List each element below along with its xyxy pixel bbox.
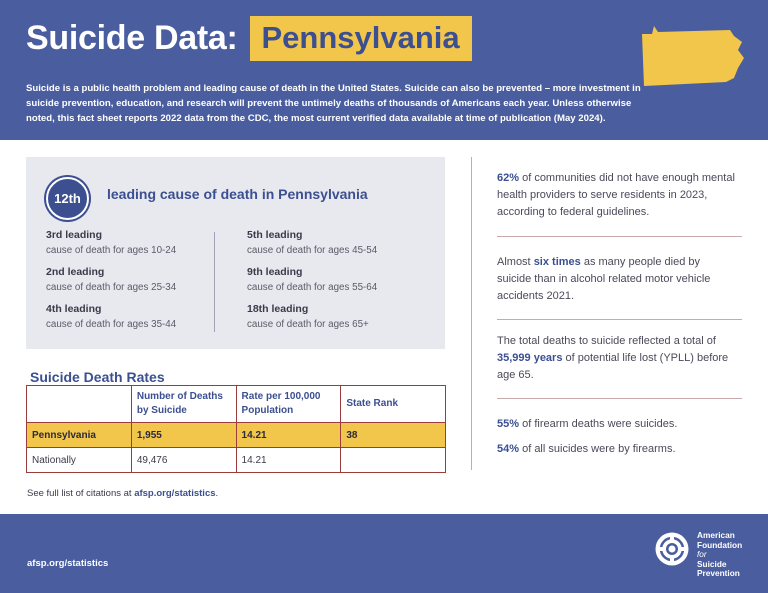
fact-text: Almost <box>497 256 534 268</box>
rank-item <box>46 303 176 332</box>
rates-table <box>26 385 446 473</box>
fact-divider <box>497 319 742 320</box>
rank-item <box>247 303 369 332</box>
fact-text: of all suicides were by firearms. <box>519 443 676 455</box>
rank-item-label: 18th leading <box>247 303 309 315</box>
fact-item <box>497 254 737 305</box>
fact-item <box>497 170 737 221</box>
rank-divider <box>214 232 215 332</box>
table-row-pennsylvania <box>27 423 446 448</box>
intro-paragraph: Suicide is a public health problem and leading cause of death in the United States. Suicide can also be prevented – more investment in suicide prevention, education, and research will prevent the untimely deaths of thousands of Americans each year. Unless otherwise noted, this fact sheet reports 2022 data from the CDC, the most current verified data available at time of publication (May 2024). <box>26 83 641 124</box>
rank-item-label: 3rd leading <box>46 229 103 241</box>
fact-highlight: 35,999 years <box>497 352 563 364</box>
table-cell: 1,955 <box>131 423 236 448</box>
rank-item-desc: cause of death for ages 10-24 <box>46 245 177 256</box>
logo-line: Prevention <box>697 568 740 578</box>
footer-banner <box>0 514 768 593</box>
rank-item <box>247 229 377 258</box>
table-row-national <box>27 448 446 473</box>
column-divider <box>471 157 472 470</box>
fact-highlight: 62% <box>497 172 520 184</box>
rank-item-desc: cause of death for ages 55-64 <box>247 282 378 293</box>
citation-link[interactable]: afsp.org/statistics <box>134 488 216 499</box>
fact-highlight: 55% <box>497 418 520 430</box>
fact-text: as many people died by suicide than in alcohol related motor vehicle accidents 2021. <box>497 256 711 302</box>
rank-item-label: 5th leading <box>247 229 303 241</box>
logo-line: for <box>697 549 707 559</box>
logo-line: American <box>697 530 735 540</box>
fact-highlight: 54% <box>497 443 520 455</box>
table-cell: 38 <box>341 423 446 448</box>
citation-note <box>27 488 218 499</box>
rank-item-desc: cause of death for ages 65+ <box>247 319 369 330</box>
rank-item <box>46 229 176 258</box>
citation-prefix: See full list of citations at <box>27 488 135 499</box>
pennsylvania-map-icon <box>638 22 746 92</box>
table-cell: Pennsylvania <box>27 423 132 448</box>
rank-item-label: 4th leading <box>46 303 102 315</box>
page-title <box>26 16 472 61</box>
rank-item-desc: cause of death for ages 35-44 <box>46 319 177 330</box>
rank-badge: 12th <box>46 177 89 220</box>
fact-divider <box>497 236 742 237</box>
fact-divider <box>497 398 742 399</box>
table-header-row <box>27 386 446 423</box>
table-header-cell <box>27 386 132 423</box>
logo-line: Suicide <box>697 558 727 569</box>
table-cell: 14.21 <box>236 448 341 473</box>
afsp-logo-text <box>697 531 742 579</box>
fact-text: The total deaths to suicide reflected a total of <box>497 335 716 347</box>
title-state-badge: Pennsylvania <box>250 16 472 61</box>
leading-cause-panel <box>26 157 445 349</box>
rank-item <box>247 266 377 295</box>
table-cell: Nationally <box>27 448 132 473</box>
title-text: Suicide Data: <box>26 19 238 57</box>
table-cell: 14.21 <box>236 423 341 448</box>
fact-item <box>497 441 737 458</box>
table-cell <box>341 448 446 473</box>
table-cell: 49,476 <box>131 448 236 473</box>
rank-item <box>46 266 176 295</box>
logo-line: Foundation <box>697 539 743 550</box>
table-header-cell: State Rank <box>341 386 446 423</box>
rank-heading: leading cause of death in Pennsylvania <box>107 186 368 202</box>
table-header-cell: Number of Deaths by Suicide <box>131 386 236 423</box>
fact-text: of firearm deaths were suicides. <box>519 418 678 430</box>
table-header-cell: Rate per 100,000 Population <box>236 386 341 423</box>
fact-highlight: six times <box>533 256 581 268</box>
rank-item-label: 9th leading <box>247 266 303 278</box>
fact-item <box>497 416 737 433</box>
rates-title: Suicide Death Rates <box>30 369 165 385</box>
citation-suffix: . <box>215 488 219 499</box>
fact-text: of potential life lost (YPLL) before age 65. <box>497 352 729 381</box>
fact-item <box>497 333 737 384</box>
header-banner <box>0 0 768 140</box>
rank-item-desc: cause of death for ages 45-54 <box>247 245 378 256</box>
footer-link[interactable]: afsp.org/statistics <box>27 558 109 569</box>
rank-item-label: 2nd leading <box>46 266 105 278</box>
fact-text: of communities did not have enough mental health providers to serve residents in 2023, according to federal guidelines. <box>497 172 735 218</box>
rank-item-desc: cause of death for ages 25-34 <box>46 282 177 293</box>
afsp-lifebuoy-icon <box>654 531 690 567</box>
